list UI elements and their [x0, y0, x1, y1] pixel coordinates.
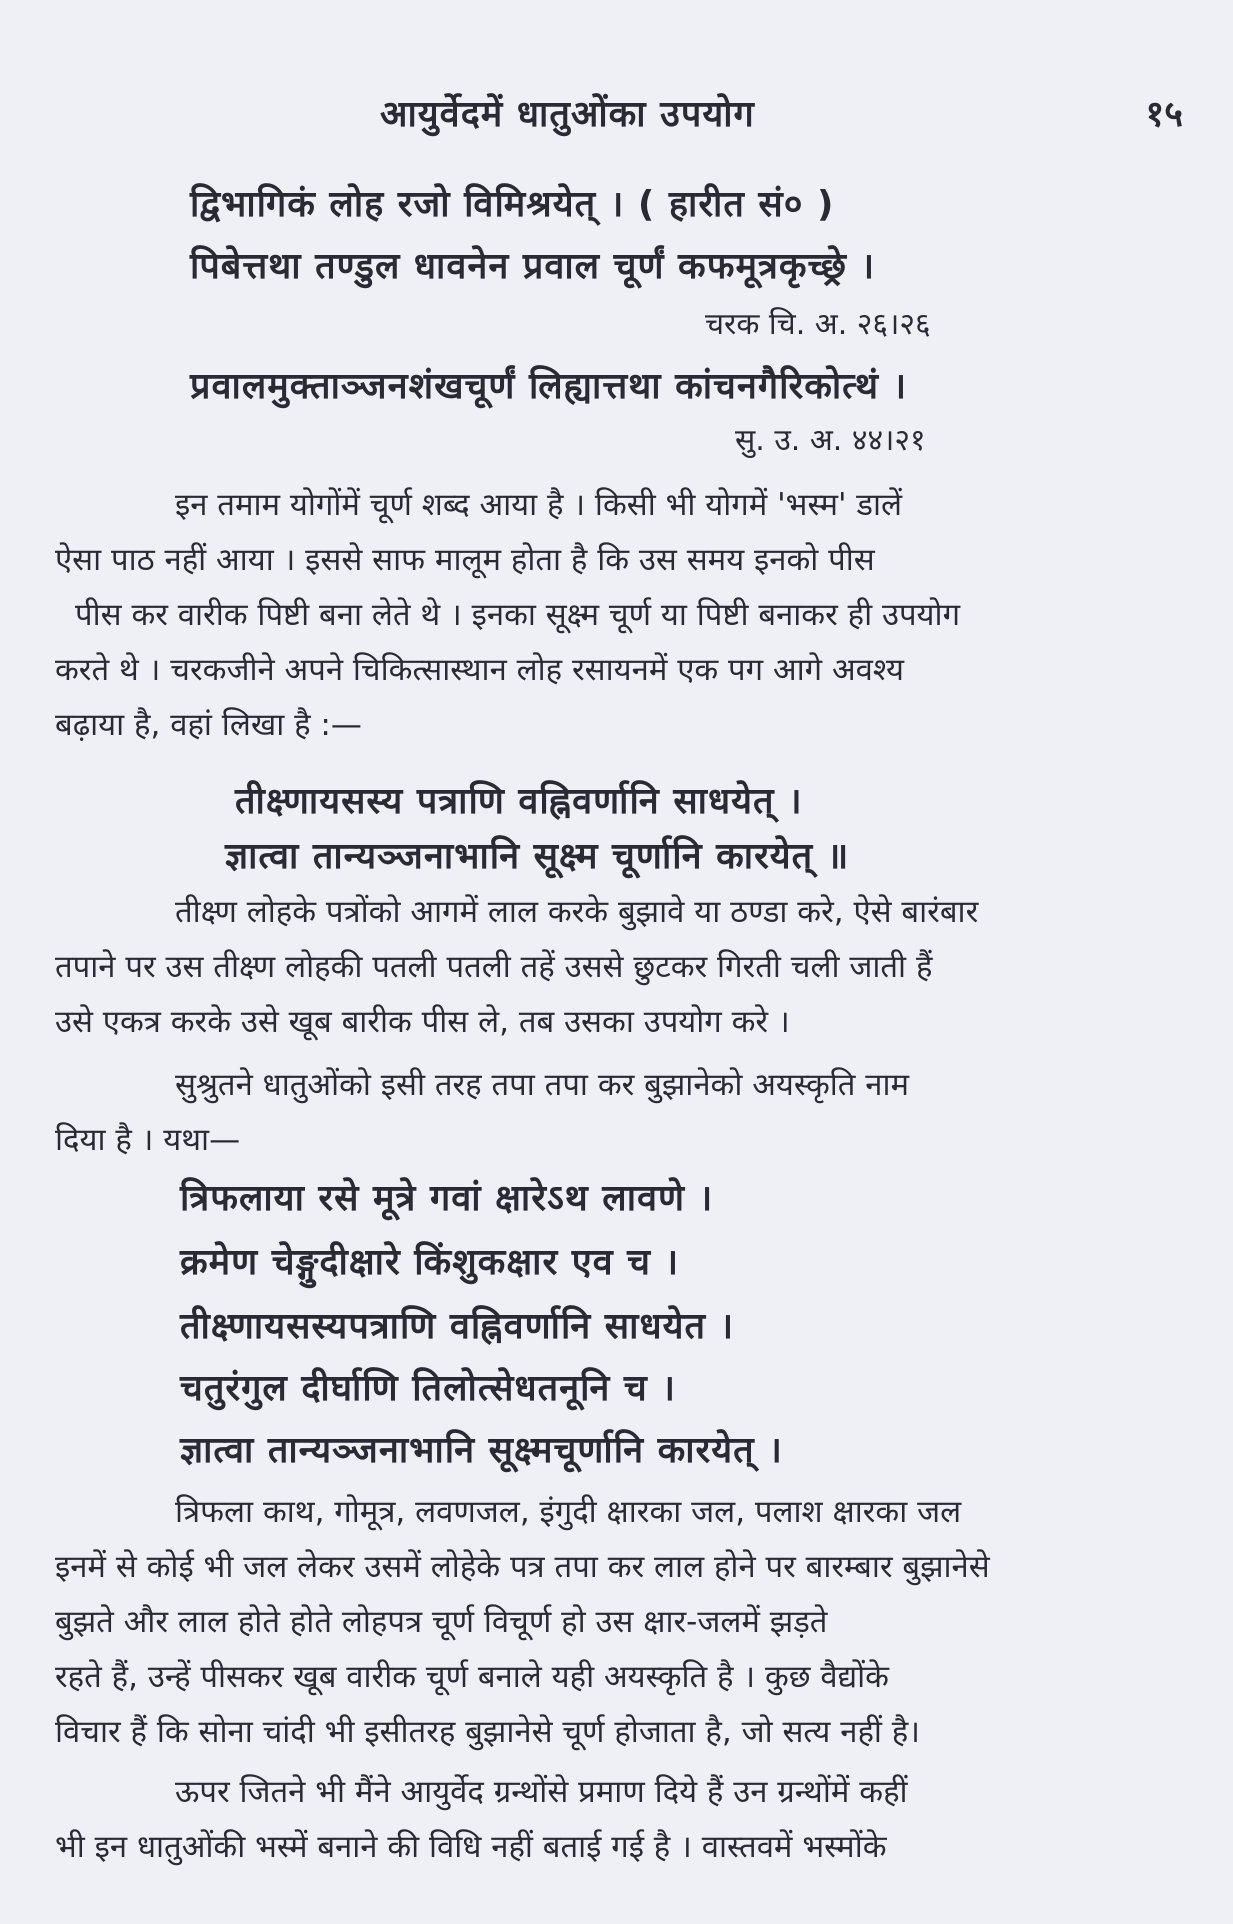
- text-line: भी इन धातुओंकी भस्में बनाने की विधि नहीं बताई गई है । वास्तवमें भस्मोंके: [55, 1829, 887, 1865]
- running-title: आयुर्वेदमें धातुओंका उपयोग: [380, 94, 755, 135]
- paragraph: [55, 1058, 1185, 1168]
- text-line: दिया है । यथा—: [55, 1122, 241, 1158]
- verse-line: चतुरंगुल दीर्घाणि तिलोत्सेधतनूनि च ।: [180, 1368, 676, 1409]
- paragraph: [55, 478, 1185, 753]
- verse-line: तीक्ष्णायसस्यपत्राणि वह्निवर्णानि साधयेत ।: [180, 1306, 735, 1347]
- text-line: सुश्रुतने धातुओंको इसी तरह तपा तपा कर बुझानेको अयस्कृति नाम: [175, 1067, 910, 1103]
- paragraph: [55, 1485, 1185, 1760]
- text-line: इन तमाम योगोंमें चूर्ण शब्द आया है । किसी भी योगमें 'भस्म' डालें: [175, 487, 903, 523]
- text-line: करते थे । चरकजीने अपने चिकित्सास्थान लोह रसायनमें एक पग आगे अवश्य: [55, 652, 905, 688]
- page-number: १५: [1145, 94, 1183, 135]
- verse-line: क्रमेण चेङ्गुदीक्षारे किंशुकक्षार एव च ।: [180, 1242, 680, 1283]
- text-line: रहते हैं, उन्हें पीसकर खूब वारीक चूर्ण बनाले यही अयस्कृति है । कुछ वैद्योंके: [55, 1659, 889, 1695]
- citation: सु. उ. अ. ४४।२१: [735, 423, 926, 458]
- text-line: उसे एकत्र करके उसे खूब बारीक पीस ले, तब उसका उपयोग करे ।: [55, 1004, 790, 1040]
- text-line: बुझते और लाल होते होते लोहपत्र चूर्ण विचूर्ण हो उस क्षार-जलमें झड़ते: [55, 1604, 828, 1640]
- verse-line: तीक्ष्णायसस्य पत्राणि वह्निवर्णानि साधयेत् ।: [235, 781, 803, 822]
- verse-line: पिबेत्तथा तण्डुल धावनेन प्रवाल चूर्णं कफमूत्रकृच्छ्रे ।: [190, 246, 876, 287]
- text-line: बढ़ाया है, वहां लिखा है :—: [55, 707, 362, 743]
- verse-line: ज्ञात्वा तान्यञ्जनाभानि सूक्ष्मचूर्णानि कारयेत् ।: [180, 1430, 783, 1471]
- citation: चरक चि. अ. २६।२६: [705, 307, 931, 342]
- verse-line: द्विभागिकं लोह रजो विमिश्रयेत् । ( हारीत सं० ): [190, 184, 835, 225]
- text-line: पीस कर वारीक पिष्टी बना लेते थे । इनका सूक्ष्म चूर्ण या पिष्टी बनाकर ही उपयोग: [75, 597, 961, 633]
- text-line: इनमें से कोई भी जल लेकर उसमें लोहेके पत्र तपा कर लाल होने पर बारम्बार बुझानेसे: [55, 1549, 990, 1585]
- text-line: ऊपर जितने भी मैंने आयुर्वेद ग्रन्थोंसे प्रमाण दिये हैं उन ग्रन्थोंमें कहीं: [175, 1774, 908, 1810]
- text-line: ऐसा पाठ नहीं आया । इससे साफ मालूम होता है कि उस समय इनको पीस: [55, 542, 875, 578]
- verse-line: त्रिफलाया रसे मूत्रे गवां क्षारेऽथ लावणे ।: [180, 1178, 714, 1219]
- page-header: [0, 88, 1233, 138]
- text-line: तपाने पर उस तीक्ष्ण लोहकी पतली पतली तहें उससे छुटकर गिरती चली जाती हैं: [55, 949, 933, 985]
- verse-line: प्रवालमुक्ताञ्जनशंखचूर्णं लिह्यात्तथा कांचनगैरिकोत्थं ।: [190, 366, 908, 407]
- text-line: विचार हैं कि सोना चांदी भी इसीतरह बुझानेसे चूर्ण होजाता है, जो सत्य नहीं है।: [55, 1714, 920, 1750]
- verse-line: ज्ञात्वा तान्यञ्जनाभानि सूक्ष्म चूर्णानि कारयेत् ॥: [225, 836, 850, 877]
- text-line: त्रिफला काथ, गोमूत्र, लवणजल, इंगुदी क्षारका जल, पलाश क्षारका जल: [175, 1494, 962, 1530]
- paragraph: [55, 885, 1185, 1050]
- paragraph: [55, 1765, 1185, 1875]
- text-line: तीक्ष्ण लोहके पत्रोंको आगमें लाल करके बुझावे या ठण्डा करे, ऐसे बारंबार: [175, 894, 979, 930]
